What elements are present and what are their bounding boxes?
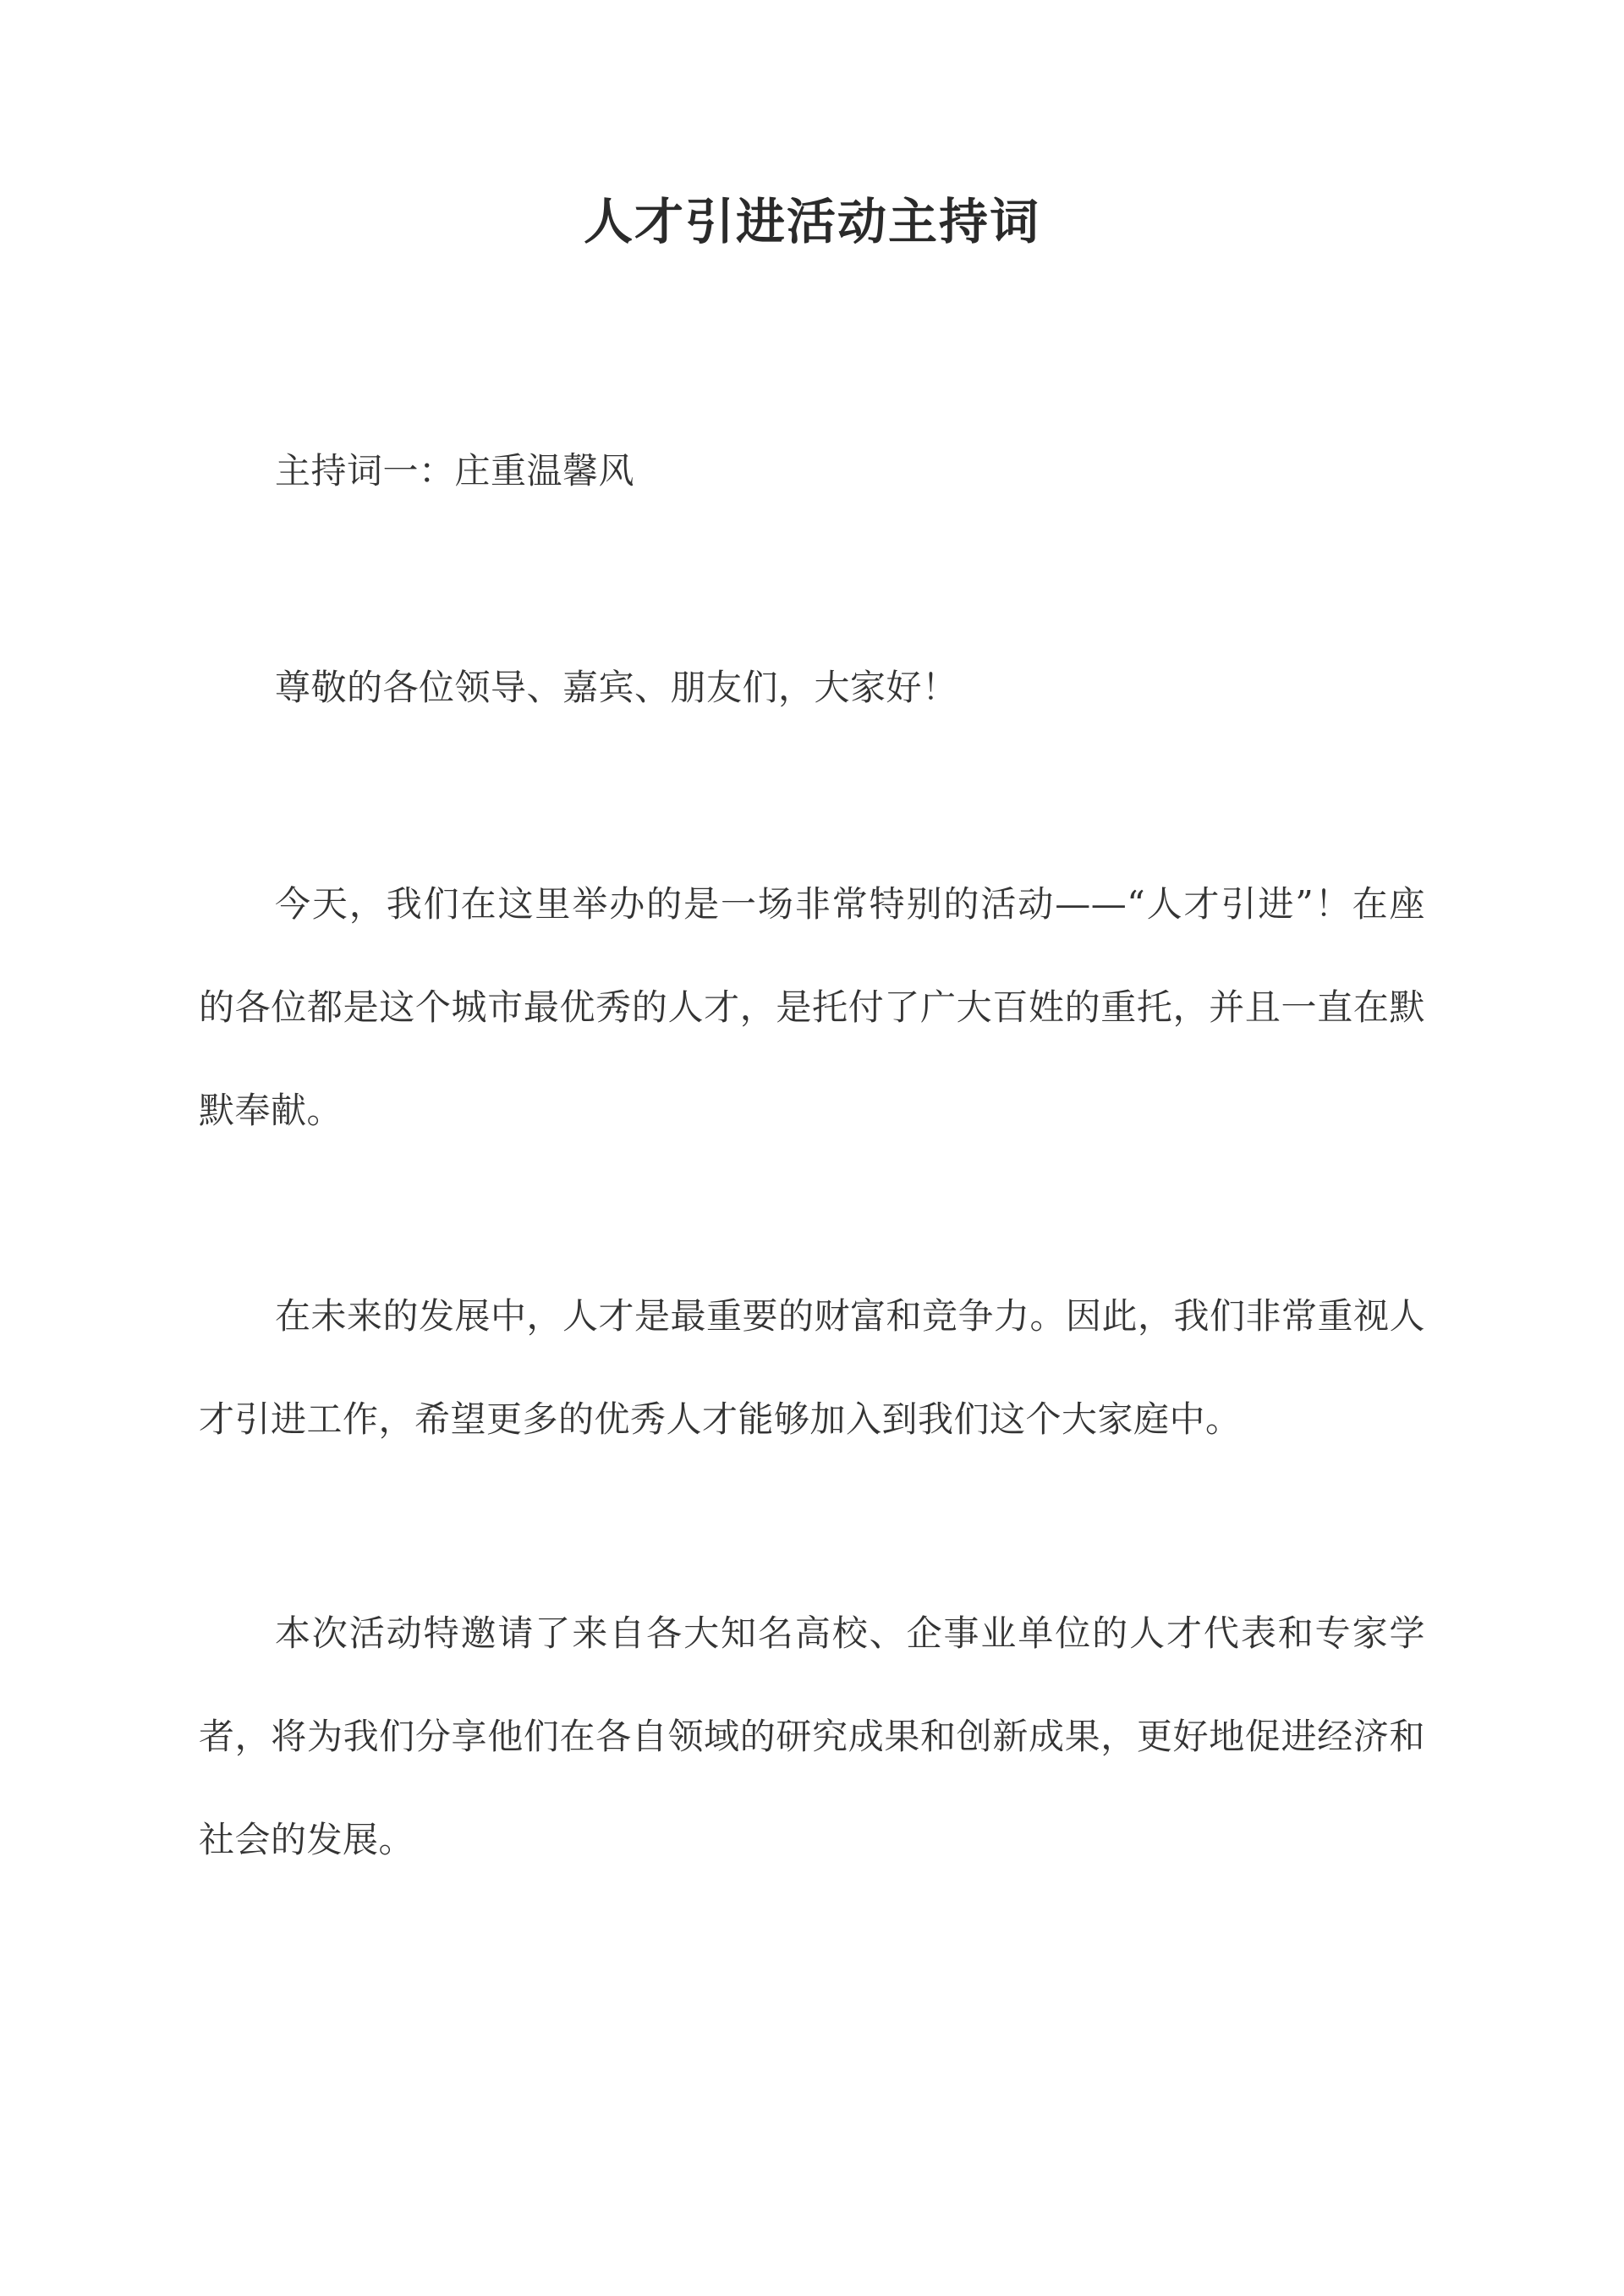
document-title: 人才引进活动主持词 bbox=[583, 193, 1040, 250]
section-heading: 主持词一：庄重温馨风 bbox=[275, 450, 635, 492]
greeting-paragraph: 尊敬的各位领导、嘉宾、朋友们，大家好！ bbox=[275, 667, 958, 708]
development-paragraph: 在未来的发展中，人才是最重要的财富和竞争力。因此，我们非常重视人才引进工作，希望更多的优秀人才能够加入到我们这个大家庭中。 bbox=[199, 1295, 1426, 1440]
intro-paragraph: 今天，我们在这里举办的是一场非常特别的活动——“人才引进”！在座的各位都是这个城市最优秀的人才，是托付了广大百姓的重托，并且一直在默默奉献。 bbox=[199, 883, 1425, 1131]
guests-paragraph: 本次活动特邀请了来自各大知名高校、企事业单位的人才代表和专家学者，将为我们分享他们在各自领域的研究成果和创新成果，更好地促进经济和社会的发展。 bbox=[199, 1612, 1425, 1860]
